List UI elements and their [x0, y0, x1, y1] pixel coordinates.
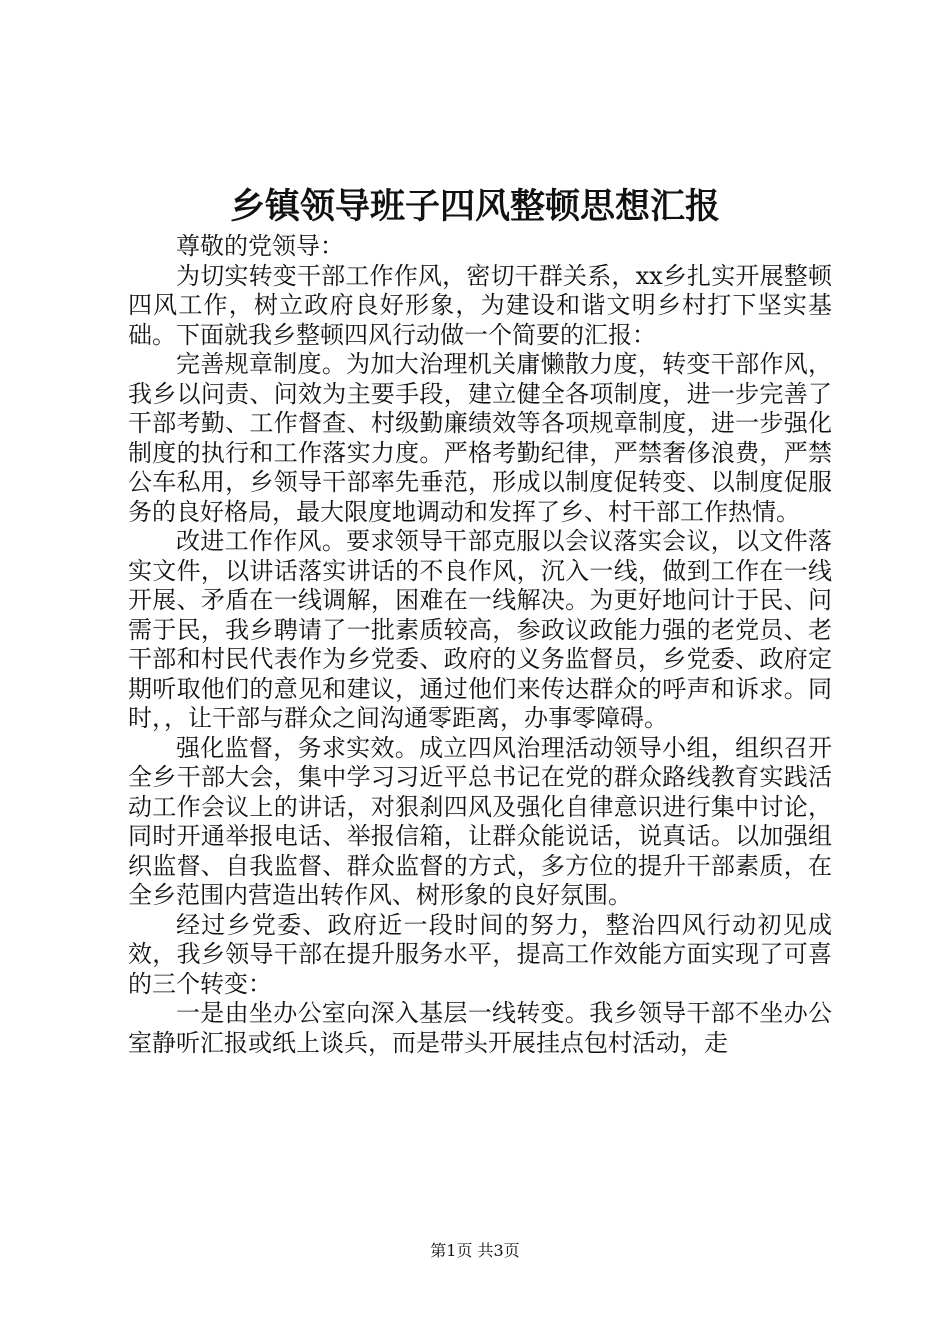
intro-paragraph: 为切实转变干部工作作风，密切干群关系，xx乡扎实开展整顿四风工作，树立政府良好形象，为建设和谐文明乡村打下坚实基础。下面就我乡整顿四风行动做一个简要的汇报： [128, 261, 832, 349]
paragraph-first-change: 一是由坐办公室向深入基层一线转变。我乡领导干部不坐办公室静听汇报或纸上谈兵，而是带头开展挂点包村活动，走 [128, 999, 832, 1057]
document-title: 乡镇领导班子四风整顿思想汇报 [229, 186, 720, 227]
paragraph-work-style: 改进工作作风。要求领导干部克服以会议落实会议，以文件落实文件，以讲话落实讲话的不良作风，沉入一线，做到工作在一线开展、矛盾在一线调解，困难在一线解决。为更好地问计于民、问需于民，我乡聘请了一批素质较高，参政议政能力强的老党员、老干部和村民代表作为乡党委、政府的义务监督员，乡党委、政府定期听取他们的意见和建议，通过他们来传达群众的呼声和诉求。同时，，让干部与群众之间沟通零距离，办事零障碍。 [128, 527, 832, 732]
document-body [128, 232, 832, 1058]
paragraph-supervision: 强化监督，务求实效。成立四风治理活动领导小组，组织召开全乡干部大会，集中学习习近平总书记在党的群众路线教育实践活动工作会议上的讲话，对狠刹四风及强化自律意识进行集中讨论，同时开通举报电话、举报信箱，让群众能说话，说真话。以加强组织监督、自我监督、群众监督的方式，多方位的提升干部素质，在全乡范围内营造出转作风、树形象的良好氛围。 [128, 733, 832, 909]
paragraph-rules: 完善规章制度。为加大治理机关庸懒散力度，转变干部作风，我乡以问责、问效为主要手段，建立健全各项制度，进一步完善了干部考勤、工作督查、村级勤廉绩效等各项规章制度，进一步强化制度的执行和工作落实力度。严格考勤纪律，严禁奢侈浪费，严禁公车私用，乡领导干部率先垂范，形成以制度促转变、以制度促服务的良好格局，最大限度地调动和发挥了乡、村干部工作热情。 [128, 350, 832, 526]
paragraph-results: 经过乡党委、政府近一段时间的努力，整治四风行动初见成效，我乡领导干部在提升服务水平，提高工作效能方面实现了可喜的三个转变： [128, 910, 832, 998]
page-number-footer: 第1页 共3页 [430, 1241, 520, 1260]
salutation: 尊敬的党领导： [176, 232, 344, 260]
